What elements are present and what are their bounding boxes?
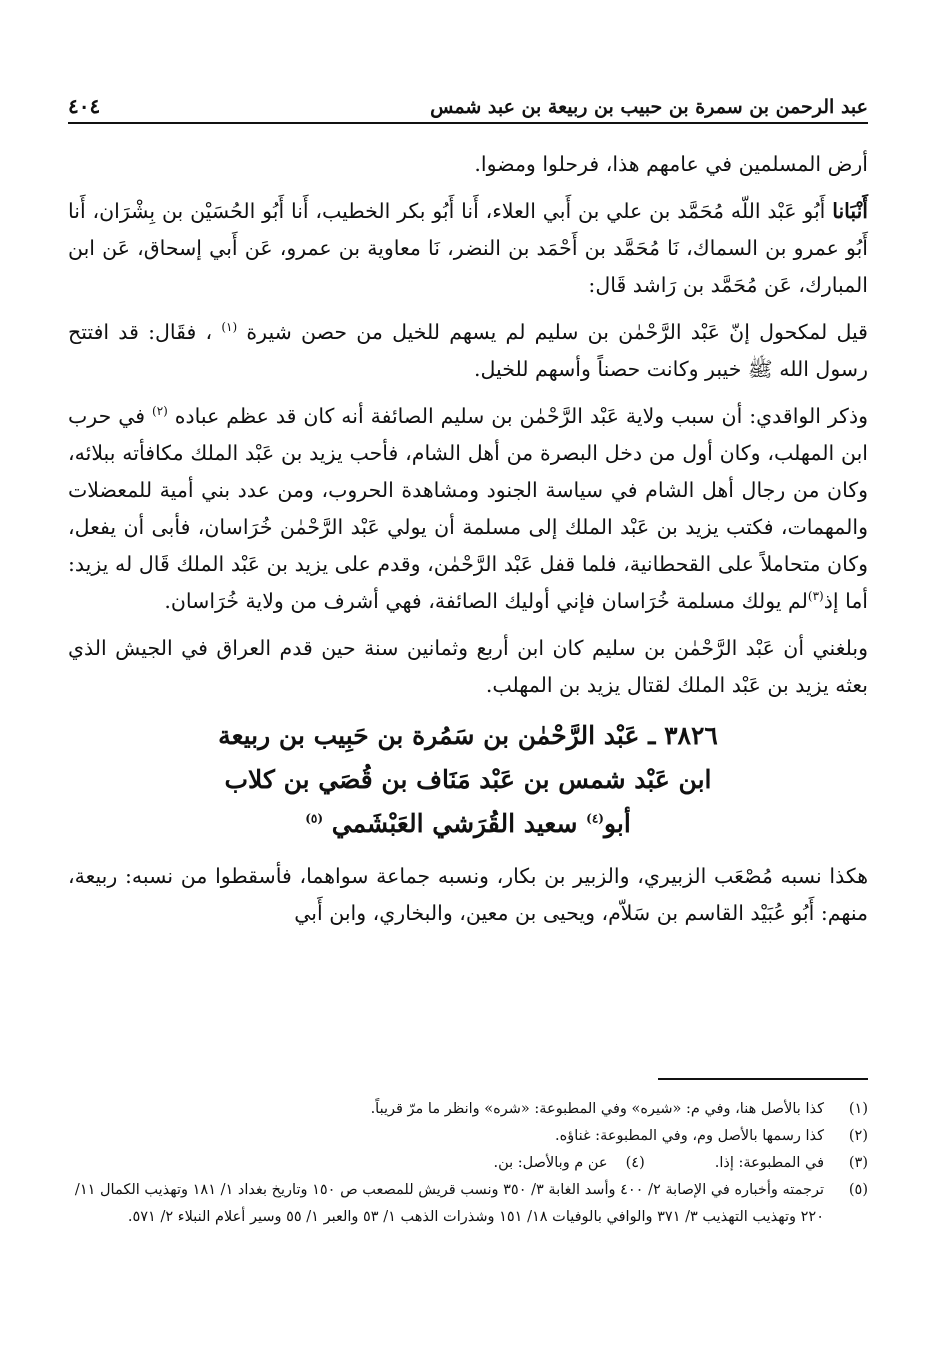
- footnote-text: عن م وبالأصل: بن.: [493, 1155, 608, 1171]
- paragraph-6: هكذا نسبه مُصْعَب الزبيري، والزبير بن بكار، ونسبه جماعة سواهما، فأسقطوا من نسبه: ربيعة، منهم: أَبُو عُبَيْد القاسم بن سَلاّم، ويحيى بن معين، والبخاري، وابن أَبي: [68, 864, 868, 925]
- footnote-text: كذا رسمها بالأصل وم، وفي المطبوعة: غناؤه.: [554, 1128, 824, 1144]
- page-header: [68, 86, 868, 124]
- footnote-text: ترجمته وأخباره في الإصابة ٢/ ٤٠٠ وأسد الغابة ٣/ ٣٥٠ ونسب قريش للمصعب ص ١٥٠ وتاريخ بغداد ١/ ١٨١ وتهذيب الكمال ١١/ ٢٢٠ وتهذيب التهذيب ٣/ ٣٧١ والوافي بالوفيات ١٨/ ١٥١ وشذرات الذهب ١/ ٥٣ والعبر ١/ ٥٥ وسير أعلام النبلاء ٢/ ٥٧١.: [74, 1182, 824, 1225]
- footnote-list: [68, 1096, 868, 1231]
- entry-line-1: ٣٨٢٦ ـ عَبْد الرَّحْمٰن بن سَمُرة بن حَبِيب بن ربيعة: [218, 721, 718, 750]
- paragraph-5: وبلغني أن عَبْد الرَّحْمٰن بن سليم كان ابن أربع وثمانين سنة حين قدم العراق في الجيش الذي بعثه يزيد بن عَبْد الملك لقتال يزيد بن المهلب.: [68, 636, 868, 697]
- footnote-2: [68, 1123, 868, 1150]
- footnote-number: (٥): [848, 1182, 868, 1198]
- paragraph-1: أرض المسلمين في عامهم هذا، فرحلوا ومضوا.: [474, 152, 868, 176]
- footnotes: [68, 1078, 868, 1231]
- entry-line-3-b: سعيد القُرَشي العَبْشَمي: [331, 809, 578, 838]
- paragraph-2: [68, 193, 868, 304]
- footnote-divider: [658, 1078, 868, 1080]
- paragraph-4: [68, 398, 868, 620]
- paragraph-3: [68, 314, 868, 388]
- page-number: ٤٠٤: [68, 94, 101, 118]
- entry-line-2: ابن عَبْد شمس بن عَبْد مَنَاف بن قُصَي بن كلاب: [224, 765, 712, 794]
- footnote-1: [68, 1096, 868, 1123]
- footnote-text: في المطبوعة: إذا.: [714, 1155, 824, 1171]
- paragraph-2-text: أَبُو عَبْد اللّه مُحَمَّد بن علي بن أَبي العلاء، أَنا أَبُو بكر الخطيب، أَنا أَبُو الحُسَيْن بن بِشْرَان، أَنا أَبُو عمرو بن السماك، نَا مُحَمَّد بن أَحْمَد بن النضر، نَا معاوية بن عمرو، عَن أَبي إسحاق، عَن ابن المبارك، عَن مُحَمَّد بن رَاشد قَال:: [68, 199, 868, 297]
- paragraph-4-text-a: وذكر الواقدي: أن سبب ولاية عَبْد الرَّحْمٰن بن سليم الصائفة أنه كان قد عظم عباده: [174, 404, 868, 428]
- paragraph-3-text-b: ، فقَال: قد افتتح رسول الله ﷺ خيبر وكانت حصناً وأسهم للخيل.: [68, 320, 868, 381]
- footnote-number: (١): [848, 1101, 868, 1117]
- footnote-3-4: [68, 1150, 868, 1177]
- footnote-number: (٤): [625, 1155, 645, 1171]
- footnote-ref-3: (٣): [807, 589, 824, 604]
- entry-heading: [68, 714, 868, 846]
- entry-line-3-a: أبو: [603, 809, 631, 838]
- book-page: [68, 86, 868, 1316]
- footnote-number: (٢): [848, 1128, 868, 1144]
- footnote-text-row: [68, 1150, 824, 1177]
- entry-line-3: [68, 802, 868, 846]
- main-text: [68, 146, 868, 932]
- paragraph-4-text-b: في حرب ابن المهلب، وكان أول من دخل البصرة من أهل الشام، فأحب يزيد بن عَبْد الملك مكافأته ببلائه، وكان من رجال أهل الشام في سياسة الجنود ومشاهدة الحروب، ومن عدد بني أمية للمعضلات والمهمات، فكتب يزيد بن عَبْد الملك إلى مسلمة أن يولي عَبْد الرَّحْمٰن خُرَاسان، فأبى أن يفعل، وكان متحاملاً على القحطانية، فلما قفل عَبْد الرَّحْمٰن، وقدم على يزيد بن عَبْد الملك قَال له يزيد: أما إذ: [68, 404, 868, 613]
- running-title: عبد الرحمن بن سمرة بن حبيب بن ربيعة بن عبد شمس: [430, 96, 868, 118]
- footnote-ref-2: (٢): [152, 404, 168, 419]
- paragraph-4-text-c: لم يولك مسلمة خُرَاسان فإني أوليك الصائفة، فهي أشرف من ولاية خُرَاسان.: [164, 589, 808, 613]
- footnote-number: (٣): [848, 1155, 868, 1171]
- footnote-spacer: [608, 1150, 626, 1177]
- paragraph-3-text-a: قيل لمكحول إنّ عَبْد الرَّحْمٰن بن سليم لم يسهم للخيل من حصن شيرة: [246, 320, 868, 344]
- paragraph-2-lead: أَنْبَانا: [832, 199, 868, 223]
- footnote-spacer: [645, 1150, 715, 1177]
- footnote-ref-5: (٥): [305, 811, 324, 826]
- footnote-ref-1: (١): [221, 320, 238, 335]
- footnote-ref-4: (٤): [586, 811, 604, 826]
- footnote-5: [68, 1177, 868, 1231]
- footnote-text: كذا بالأصل هنا، وفي م: «شيره» وفي المطبوعة: «شره» وانظر ما مرّ قريباً.: [370, 1101, 824, 1117]
